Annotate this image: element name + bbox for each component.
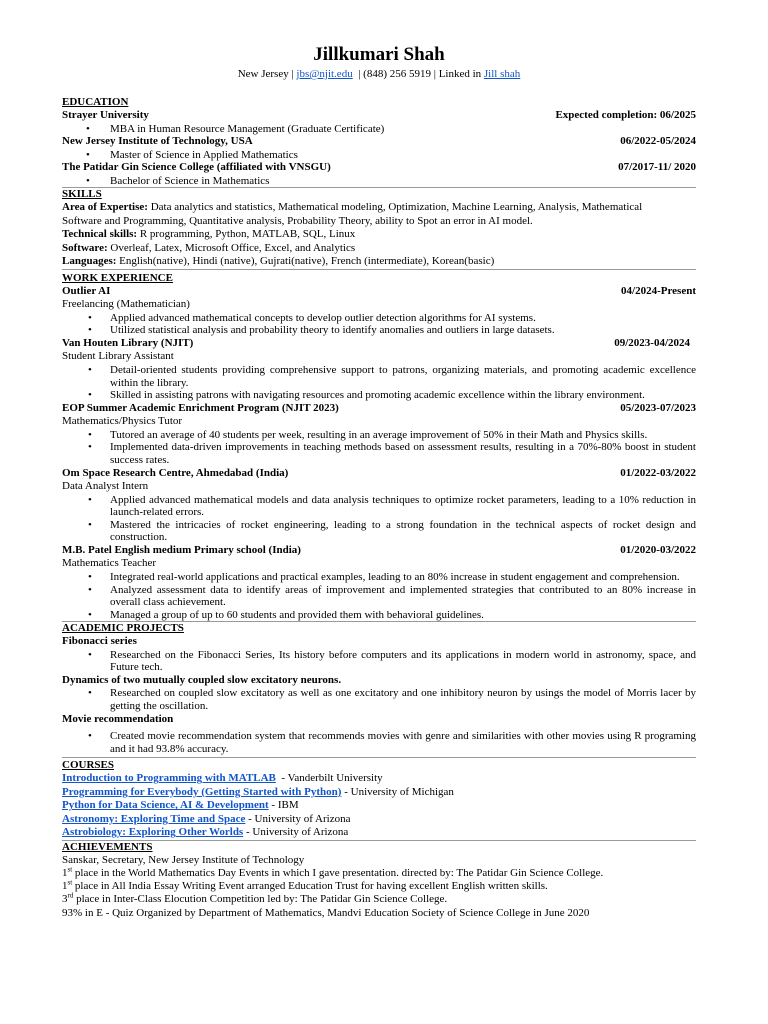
- section-title: SKILLS: [62, 188, 102, 201]
- job-org: M.B. Patel English medium Primary school (India): [62, 543, 301, 556]
- course-sep: -: [268, 799, 278, 812]
- course-org: University of Arizona: [254, 812, 351, 825]
- job-bullet: • Skilled in assisting patrons with navigating resources and promoting academic excellence within the library environment.: [62, 389, 696, 402]
- school-name: New Jersey Institute of Technology, USA: [62, 135, 253, 148]
- email-link[interactable]: jbs@njit.edu: [296, 68, 353, 80]
- skill-expertise-cont: Software and Programming, Quantitative analysis, Probability Theory, ability to Spot an error in AI model.: [62, 214, 533, 227]
- course-sep: -: [341, 785, 351, 798]
- job-bullet: • Tutored an average of 40 students per week, resulting in an average improvement of 50% in their Math and Physics skills.: [62, 429, 696, 442]
- school-name: Strayer University: [62, 109, 149, 121]
- rank-number: 3: [62, 893, 68, 906]
- project-entry: [62, 635, 696, 674]
- course-sep: -: [245, 812, 255, 825]
- job-date: 01/2022-03/2022: [620, 466, 696, 479]
- skill-label: Technical skills:: [62, 228, 138, 241]
- course-org: University of Arizona: [252, 826, 349, 839]
- skill-languages: [62, 255, 696, 270]
- phone: (848) 256 5919: [363, 68, 431, 80]
- education-item: [62, 109, 696, 135]
- section-title: EDUCATION: [62, 96, 129, 108]
- education-date: 07/2017-11/ 2020: [618, 161, 696, 174]
- achievement-item: 93% in E - Quiz Organized by Department of Mathematics, Mandvi Education Society of Science College in June 2020: [62, 906, 590, 919]
- school-name: The Patidar Gin Science College (affiliated with VNSGU): [62, 161, 331, 174]
- skill-label: Languages:: [62, 255, 117, 268]
- course-sep: -: [275, 772, 288, 785]
- course-org: Vanderbilt University: [287, 772, 383, 785]
- skills-section: [62, 188, 696, 270]
- project-desc: • Created movie recommendation system that recommends movies with genre and similarities with other movies using R programing and it had 93.8% accuracy.: [62, 730, 696, 755]
- job-bullet: • Managed a group of up to 60 students and provided them with behavioral guidelines.: [62, 609, 696, 622]
- job-entry: [62, 402, 696, 467]
- job-role: Mathematics/Physics Tutor: [62, 415, 183, 428]
- education-item: [62, 135, 696, 161]
- skill-value: Overleaf, Latex, Microsoft Office, Excel, and Analytics: [107, 241, 356, 254]
- project-name: Dynamics of two mutually coupled slow excitatory neurons.: [62, 673, 342, 686]
- section-title: COURSES: [62, 759, 114, 772]
- course-item: [62, 786, 696, 800]
- course-link[interactable]: Astrobiology: Exploring Other Worlds: [62, 826, 244, 839]
- job-date: 05/2023-07/2023: [620, 401, 696, 414]
- course-org: IBM: [277, 799, 299, 812]
- job-date: 04/2024-Present: [621, 284, 696, 297]
- project-name: Movie recommendation: [62, 712, 174, 725]
- courses-section: [62, 759, 696, 841]
- achievement-item: Sanskar, Secretary, New Jersey Institute of Technology: [62, 853, 305, 866]
- candidate-name: Jillkumari Shah: [313, 44, 445, 65]
- course-item: [62, 813, 696, 827]
- job-date: 01/2020-03/2022: [620, 543, 696, 556]
- skill-label: Area of Expertise:: [62, 201, 148, 214]
- job-entry: [62, 337, 696, 402]
- degree: • Bachelor of Science in Mathematics: [62, 175, 696, 188]
- course-item: [62, 826, 696, 841]
- course-org: University of Michigan: [350, 785, 454, 798]
- job-bullet: • Mastered the intricacies of rocket engineering, leading to a strong foundation in the technical aspects of rocket design and construction.: [62, 519, 696, 544]
- job-role: Student Library Assistant: [62, 350, 174, 363]
- achievement-item: [62, 880, 696, 893]
- rank-suffix: st: [67, 865, 73, 874]
- job-bullet: • Applied advanced mathematical models and data analysis techniques to optimize rocket parameters, leading to a 10% reduction in launch-related errors.: [62, 494, 696, 519]
- skill-value: Data analytics and statistics, Mathematical modeling, Optimization, Machine Learning, Analysis, Mathematical: [147, 201, 643, 214]
- job-bullet: • Detail-oriented students providing comprehensive support to patrons, organizing materials, and promoting academic excellence within the library.: [62, 364, 696, 389]
- job-bullet: • Analyzed assessment data to identify areas of improvement and implemented strategies that contributed to an 80% increase in overall class achievement.: [62, 584, 696, 609]
- skill-value: R programming, Python, MATLAB, SQL, Linux: [137, 228, 356, 241]
- job-bullet: • Applied advanced mathematical concepts to develop outlier detection algorithms for AI systems.: [62, 312, 696, 325]
- linkedin-prefix: Linked in: [438, 68, 482, 80]
- degree: • MBA in Human Resource Management (Graduate Certificate): [62, 123, 696, 136]
- job-role: Mathematics Teacher: [62, 557, 157, 570]
- job-entry: [62, 285, 696, 337]
- job-role: Data Analyst Intern: [62, 480, 149, 493]
- project-desc: • Researched on coupled slow excitatory as well as one excitatory and one inhibitory neuron by usings the model of Morris lacer by getting the oscillation.: [62, 687, 696, 712]
- project-name: Fibonacci series: [62, 635, 137, 648]
- achievement-text: place in Inter-Class Elocution Competition led by: The Patidar Gin Science College.: [73, 893, 448, 906]
- linkedin-link[interactable]: Jill shah: [483, 68, 521, 80]
- section-title: ACADEMIC PROJECTS: [62, 622, 184, 635]
- location: New Jersey: [237, 68, 289, 80]
- job-bullet: • Integrated real-world applications and practical examples, leading to an 80% increase in student engagement and comprehension.: [62, 571, 696, 584]
- achievement-text: place in All India Essay Writing Event arranged Education Trust for having excellent English written skills.: [72, 880, 548, 893]
- course-link[interactable]: Programming for Everybody (Getting Started with Python): [62, 785, 342, 798]
- skill-expertise: [62, 201, 696, 215]
- job-org: Van Houten Library (NJIT): [62, 336, 194, 349]
- course-item: [62, 799, 696, 813]
- achievement-item: [62, 867, 696, 880]
- job-org: EOP Summer Academic Enrichment Program (NJIT 2023): [62, 401, 339, 414]
- education-section: [62, 96, 696, 188]
- job-entry: [62, 467, 696, 544]
- course-link[interactable]: Introduction to Programming with MATLAB: [62, 772, 276, 785]
- rank-number: 1: [62, 880, 68, 893]
- achievement-item: [62, 893, 696, 906]
- rank-number: 1: [62, 867, 68, 880]
- course-link[interactable]: Astronomy: Exploring Time and Space: [62, 812, 246, 825]
- job-org: Outlier AI: [62, 284, 111, 297]
- contact-line: New Jersey | jbs@njit.edu | (848) 256 5919 | Linked in Jill shah: [237, 68, 521, 80]
- project-entry: [62, 713, 696, 759]
- skill-value: English(native), Hindi (native), Gujrati(native), French (intermediate), Korean(basic): [116, 255, 495, 268]
- resume-page: [62, 44, 696, 920]
- job-date: 09/2023-04/2024: [614, 336, 690, 349]
- education-date: 06/2022-05/2024: [620, 135, 696, 148]
- section-title: ACHIEVEMENTS: [62, 840, 153, 853]
- degree: • Master of Science in Applied Mathematics: [62, 149, 696, 162]
- rank-suffix: st: [67, 878, 73, 887]
- achievements-section: [62, 841, 696, 920]
- job-bullet: • Implemented data-driven improvements in teaching methods based on assessment results, resulting in a 70%-80% boost in student success rates.: [62, 441, 696, 466]
- education-date: Expected completion: 06/2025: [555, 109, 696, 121]
- work-section: [62, 272, 696, 623]
- rank-suffix: rd: [67, 891, 74, 900]
- course-link[interactable]: Python for Data Science, AI & Development: [62, 799, 269, 812]
- project-entry: [62, 674, 696, 713]
- education-item: [62, 161, 696, 188]
- skill-label: Software:: [62, 241, 108, 254]
- job-role: Freelancing (Mathematician): [62, 298, 190, 311]
- course-item: [62, 772, 696, 786]
- skill-software: [62, 242, 696, 256]
- achievement-text: place in the World Mathematics Day Events in which I gave presentation. directed by: The Patidar Gin Science College.: [72, 867, 604, 880]
- projects-section: [62, 622, 696, 758]
- project-desc: • Researched on the Fibonacci Series, Its history before computers and its applications in modern world in astronomy, space, and Future tech.: [62, 649, 696, 674]
- job-bullet: • Utilized statistical analysis and probability theory to identify anomalies and outliers in large datasets.: [62, 324, 696, 337]
- section-title: WORK EXPERIENCE: [62, 271, 173, 284]
- job-entry: [62, 544, 696, 622]
- job-org: Om Space Research Centre, Ahmedabad (India): [62, 466, 289, 479]
- skill-technical: [62, 228, 696, 242]
- course-sep: -: [243, 826, 253, 839]
